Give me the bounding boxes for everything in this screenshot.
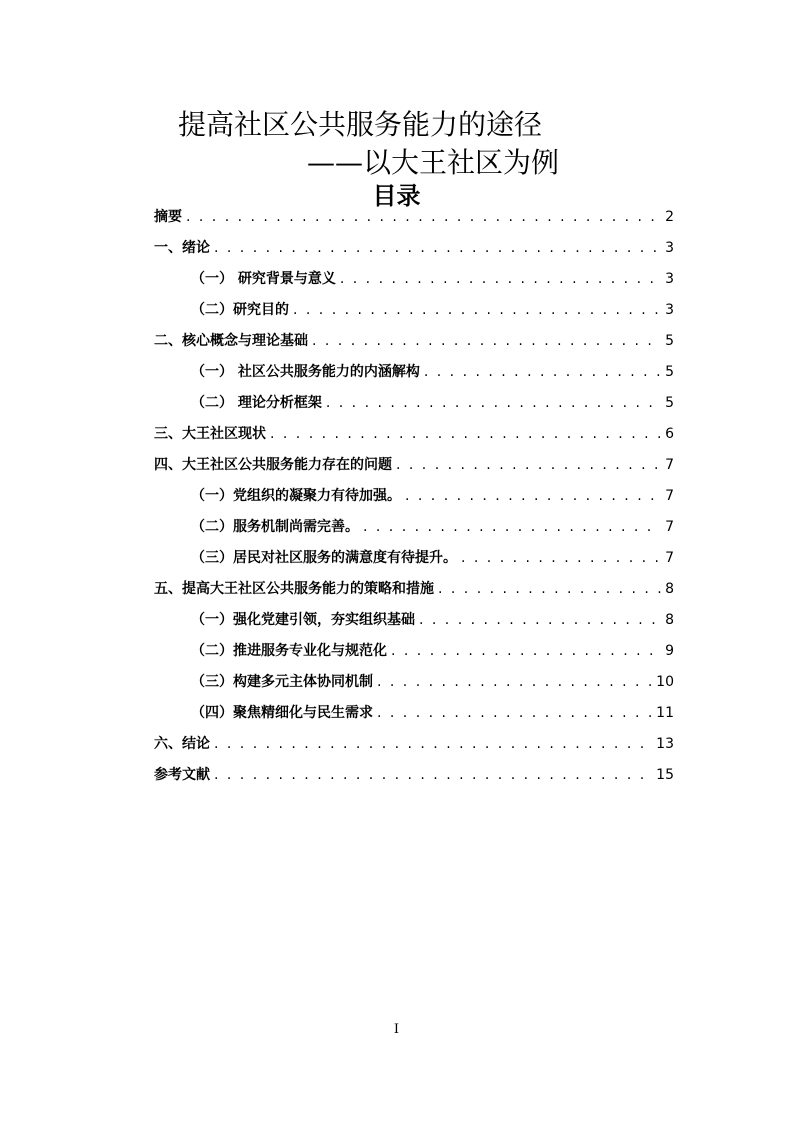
- toc-entry-label: （四）聚焦精细化与民生需求: [191, 705, 373, 721]
- toc-entry-page: 3: [665, 302, 674, 318]
- toc-entry[interactable]: [154, 515, 674, 546]
- toc-entry-label: （三）构建多元主体协同机制: [191, 674, 373, 690]
- toc-dot-leader: [312, 329, 661, 354]
- toc-entry-page: 2: [665, 209, 674, 225]
- toc-entry-label: （一）党组织的凝聚力有待加强。: [191, 488, 401, 504]
- page-number-footer: I: [393, 1022, 400, 1037]
- toc-dot-leader: [214, 732, 652, 757]
- toc-dot-leader: [326, 391, 661, 416]
- toc-entry-page: 7: [665, 519, 674, 535]
- toc-entry[interactable]: [154, 484, 674, 515]
- toc-entry-page: 9: [665, 643, 674, 659]
- toc-dot-leader: [405, 484, 661, 509]
- toc-entry-page: 7: [665, 488, 674, 504]
- toc-entry-label: 四、大王社区公共服务能力存在的问题: [154, 457, 392, 473]
- toc-entry-label: 五、提高大王社区公共服务能力的策略和措施: [154, 581, 434, 597]
- toc-entry-page: 10: [656, 674, 674, 690]
- toc-dot-leader: [377, 670, 652, 695]
- toc-entry-label: （三）居民对社区服务的满意度有待提升。: [191, 550, 457, 566]
- toc-heading: 目录: [372, 182, 421, 210]
- toc-entry-page: 8: [665, 581, 674, 597]
- toc-entry-label: 六、结论: [154, 736, 210, 752]
- toc-entry[interactable]: [154, 360, 674, 391]
- toc-dot-leader: [214, 236, 661, 261]
- toc-dot-leader: [186, 205, 661, 230]
- toc-entry-page: 6: [665, 426, 674, 442]
- toc-entry[interactable]: [154, 608, 674, 639]
- document-title: 提高社区公共服务能力的途径: [178, 108, 543, 141]
- toc-dot-leader: [363, 515, 661, 540]
- toc-entry[interactable]: [154, 577, 674, 608]
- toc-entry-label: 三、大王社区现状: [154, 426, 266, 442]
- toc-entry-label: 参考文献: [154, 767, 210, 783]
- toc-entry-label: 二、核心概念与理论基础: [154, 333, 308, 349]
- toc-entry-label: （一）强化党建引领，夯实组织基础: [191, 612, 415, 628]
- toc-dot-leader: [214, 763, 652, 788]
- table-of-contents: [154, 205, 674, 794]
- toc-dot-leader: [424, 360, 661, 385]
- toc-entry[interactable]: [154, 732, 674, 763]
- toc-entry-label: （二）推进服务专业化与规范化: [191, 643, 387, 659]
- toc-entry-label: （二） 理论分析框架: [191, 395, 322, 411]
- toc-entry-page: 7: [665, 457, 674, 473]
- toc-entry-page: 8: [665, 612, 674, 628]
- toc-entry[interactable]: [154, 267, 674, 298]
- toc-entry-page: 15: [656, 767, 674, 783]
- toc-entry-page: 5: [665, 364, 674, 380]
- toc-entry-label: （一） 社区公共服务能力的内涵解构: [191, 364, 420, 380]
- toc-entry-page: 11: [656, 705, 674, 721]
- toc-entry[interactable]: [154, 546, 674, 577]
- toc-entry-label: （一） 研究背景与意义: [191, 271, 336, 287]
- toc-entry-label: 摘要: [154, 209, 182, 225]
- toc-entry[interactable]: [154, 298, 674, 329]
- toc-dot-leader: [270, 422, 661, 447]
- toc-dot-leader: [293, 298, 661, 323]
- toc-dot-leader: [396, 453, 661, 478]
- toc-entry-page: 3: [665, 240, 674, 256]
- toc-entry-page: 5: [665, 395, 674, 411]
- toc-dot-leader: [419, 608, 661, 633]
- toc-entry[interactable]: [154, 205, 674, 236]
- toc-dot-leader: [391, 639, 661, 664]
- toc-entry-label: （二）研究目的: [191, 302, 289, 318]
- toc-entry-page: 3: [665, 271, 674, 287]
- toc-entry-page: 5: [665, 333, 674, 349]
- toc-entry-label: 一、绪论: [154, 240, 210, 256]
- toc-entry[interactable]: [154, 670, 674, 701]
- toc-entry-page: 13: [656, 736, 674, 752]
- toc-dot-leader: [461, 546, 661, 571]
- toc-dot-leader: [438, 577, 661, 602]
- toc-entry[interactable]: [154, 639, 674, 670]
- toc-entry[interactable]: [154, 236, 674, 267]
- toc-entry[interactable]: [154, 453, 674, 484]
- toc-dot-leader: [377, 701, 652, 726]
- toc-entry[interactable]: [154, 391, 674, 422]
- toc-entry[interactable]: [154, 329, 674, 360]
- document-subtitle: ——以大王社区为例: [307, 146, 560, 179]
- toc-entry-label: （二）服务机制尚需完善。: [191, 519, 359, 535]
- toc-dot-leader: [340, 267, 661, 292]
- toc-entry[interactable]: [154, 763, 674, 794]
- toc-entry[interactable]: [154, 422, 674, 453]
- toc-entry-page: 7: [665, 550, 674, 566]
- toc-entry[interactable]: [154, 701, 674, 732]
